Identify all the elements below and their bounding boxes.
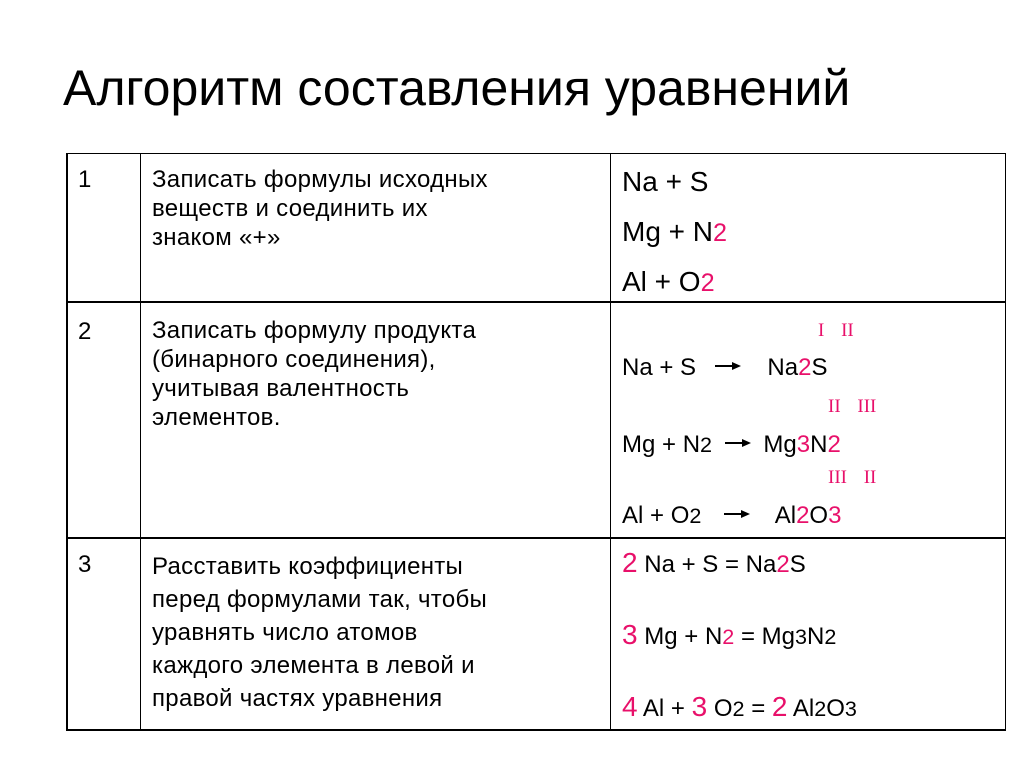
description-line: правой частях уравнения bbox=[152, 685, 443, 712]
step-number: 3 bbox=[78, 551, 92, 578]
equation-line bbox=[622, 354, 827, 382]
description-line: учитывая валентность bbox=[152, 375, 410, 402]
formula-text: Mg bbox=[763, 431, 797, 458]
description-line: каждого элемента в левой и bbox=[152, 652, 475, 679]
coefficient: 4 bbox=[622, 691, 638, 722]
index-number: 2 bbox=[814, 696, 827, 721]
step-number: 2 bbox=[78, 318, 92, 345]
formula-text: Al + bbox=[637, 695, 692, 722]
formula-text: N bbox=[807, 623, 825, 650]
formula-text: O bbox=[809, 502, 829, 529]
valence-label: III II bbox=[828, 467, 877, 488]
description-line: Записать формулу продукта bbox=[152, 317, 477, 344]
page-title: Алгоритм составления уравнений bbox=[63, 60, 851, 116]
index-number: 2 bbox=[689, 503, 702, 528]
row-divider bbox=[68, 301, 1005, 303]
formula-text: Al + O bbox=[622, 502, 690, 529]
description-line: (бинарного соединения), bbox=[152, 346, 436, 373]
description-line: элементов. bbox=[152, 404, 281, 431]
description-line: веществ и соединить их bbox=[152, 195, 428, 222]
reagents-line bbox=[622, 266, 715, 299]
formula-text: = Mg bbox=[734, 623, 795, 650]
index-number: 2 bbox=[796, 502, 810, 529]
index-number: 2 bbox=[776, 551, 790, 578]
description-line: перед формулами так, чтобы bbox=[152, 586, 488, 613]
description-line: Расставить коэффициенты bbox=[152, 553, 464, 580]
formula-text: Al bbox=[774, 502, 797, 529]
formula-text: S bbox=[811, 354, 828, 381]
index-number: 2 bbox=[824, 624, 837, 649]
valence-label: II III bbox=[828, 396, 877, 417]
index-number: 2 bbox=[713, 219, 728, 247]
step-description bbox=[152, 316, 476, 432]
coefficient: 2 bbox=[622, 547, 638, 578]
formula-text: Al + O bbox=[622, 266, 701, 297]
coefficient: 3 bbox=[691, 691, 708, 722]
step-number: 1 bbox=[78, 166, 92, 193]
description-line: Записать формулы исходных bbox=[152, 166, 488, 193]
formula-text: Al bbox=[787, 695, 815, 722]
arrow-icon bbox=[715, 349, 743, 377]
index-number: 2 bbox=[798, 354, 812, 381]
index-number: 2 bbox=[827, 431, 841, 458]
formula-text: Na + S = Na bbox=[637, 551, 777, 578]
balanced-equation bbox=[622, 549, 806, 579]
index-number: 3 bbox=[796, 431, 811, 458]
description-line: уравнять число атомов bbox=[152, 619, 418, 646]
formula-text: Mg + N bbox=[622, 431, 701, 458]
formula-text: O bbox=[707, 695, 733, 722]
reagents-line bbox=[622, 216, 727, 249]
index-number: 2 bbox=[732, 696, 745, 721]
coefficient: 2 bbox=[771, 691, 788, 722]
reagents-line bbox=[622, 166, 708, 198]
equation-line bbox=[622, 502, 841, 530]
balanced-equation bbox=[622, 693, 857, 723]
formula-text: Na bbox=[767, 354, 799, 381]
column-divider bbox=[140, 154, 141, 729]
index-number: 3 bbox=[828, 502, 842, 529]
coefficient: 3 bbox=[622, 619, 638, 650]
valence-label: I II bbox=[818, 320, 854, 341]
formula-text: Na + S bbox=[622, 354, 697, 381]
formula-text: Mg + N bbox=[637, 623, 723, 650]
index-number: 2 bbox=[700, 269, 715, 297]
arrow-icon bbox=[724, 497, 752, 525]
index-number: 2 bbox=[700, 432, 713, 457]
description-line: знаком «+» bbox=[152, 224, 281, 251]
equation-line bbox=[622, 431, 841, 459]
row-divider bbox=[68, 537, 1005, 539]
index-number: 3 bbox=[795, 624, 808, 649]
index-number: 2 bbox=[722, 624, 735, 649]
step-description bbox=[152, 550, 487, 715]
formula-text: O bbox=[826, 695, 845, 722]
algorithm-table bbox=[66, 153, 1006, 731]
formula-text: S bbox=[789, 551, 806, 578]
formula-text: Na + S bbox=[622, 166, 709, 197]
formula-text: Mg + N bbox=[622, 216, 714, 247]
step-description bbox=[152, 165, 488, 252]
formula-text: = bbox=[744, 695, 772, 722]
arrow-icon bbox=[725, 426, 753, 454]
balanced-equation bbox=[622, 621, 836, 651]
formula-text: N bbox=[810, 431, 828, 458]
index-number: 3 bbox=[844, 696, 857, 721]
column-divider bbox=[610, 154, 611, 729]
